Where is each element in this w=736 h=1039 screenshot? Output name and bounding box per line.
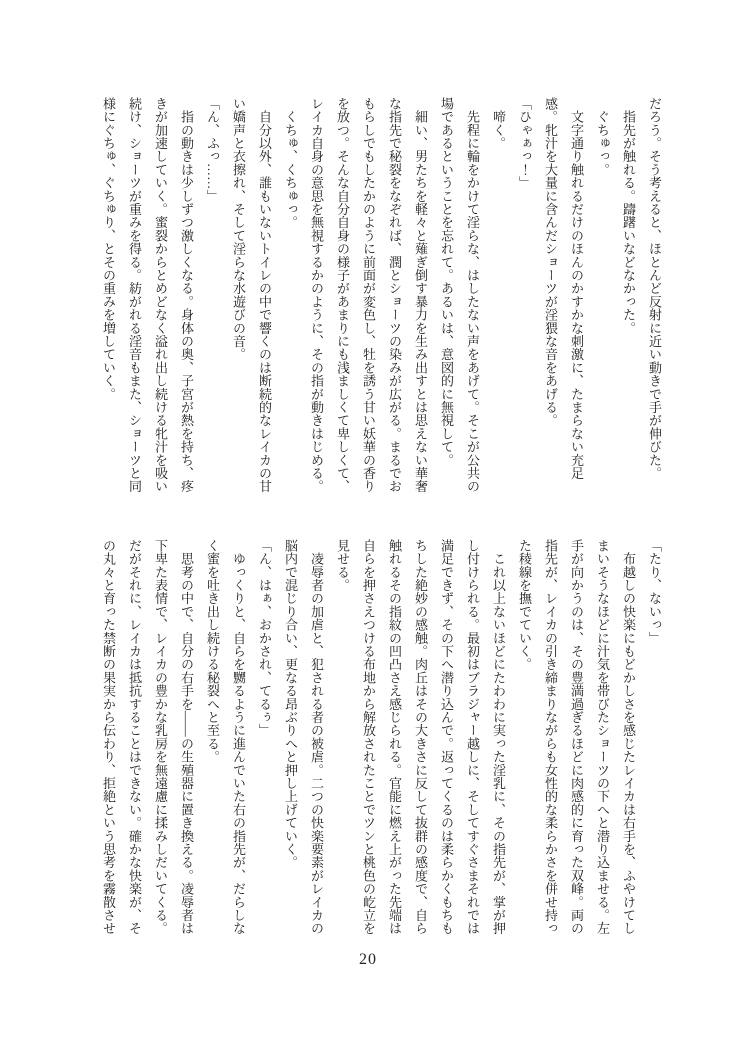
text-line: 自分以外、誰もいないトイレの中で響くのは断続的なレイカの甘 [257, 97, 272, 493]
text-line: きが加速していく。蜜裂からとめどなく溢れ出し続ける牝汁を吸い [153, 97, 168, 493]
text-line: 細い、男たちを軽々と薙ぎ倒す暴力を生み出すとは思えない華奢 [413, 97, 428, 493]
text-line: ゆっくりと、自らを嬲るように進んでいた右の指先が、だらしな [231, 539, 246, 935]
text-line: もらしでもしたかのように前面が変色し、牡を誘う甘い妖華の香り [361, 97, 376, 493]
text-line: 下卑た表情で、レイカの豊かな乳房を無遠慮に揉みしだいてくる。 [153, 539, 168, 935]
text-line: の丸々と育った禁断の果実から伝わり、拒絶という思考を霧散させ [101, 539, 116, 935]
text-line: 見せる。 [335, 539, 350, 592]
text-line: 手が向かうのは、その豊満過ぎるほどに肉感的に育った双峰。両の [569, 539, 584, 935]
text-line: 脳内で混じり合い、更なる昂ぶりへと押し上げていく。 [283, 539, 298, 869]
text-line: 場であるということを忘れて。あるいは、意図的に無視して。 [439, 97, 454, 467]
page-number: 20 [359, 951, 377, 968]
text-line: し付けられる。最初はブラジャー越しに、そしてすぐさまそれでは [465, 539, 480, 935]
text-line: ぐちゅっ。 [595, 97, 610, 177]
text-line: 布越しの快楽にもどかしさを感じたレイカは右手を、ふやけてし [621, 539, 636, 935]
text-line: レイカ自身の意思を無視するかのように、その指が動きはじめる。 [309, 97, 324, 493]
text-line: た稜線を撫でていく。 [517, 539, 532, 671]
text-line: 様にぐちゅ、ぐちゅり、とその重みを増していく。 [101, 97, 116, 401]
text-block-bottom [95, 539, 667, 937]
text-line: く蜜を吐き出し続ける秘裂へと至る。 [205, 539, 220, 764]
text-line: 文字通り触れるだけのほんのかすかな刺激に、たまらない充足 [569, 97, 584, 480]
text-line: 感。牝汁を大量に含んだショーツが淫猥な音をあげる。 [543, 97, 558, 427]
text-line: を放つ。そんな自分自身の様子があまりにも浅ましくて卑しくて、 [335, 97, 350, 493]
text-line: 「ん、はぁ、おかされ、てるぅ」 [257, 539, 272, 737]
text-line: 凌辱者の加虐と、犯される者の被虐。二つの快楽要素がレイカの [309, 539, 324, 935]
text-line: 満足できず、その下へ潜り込んで。返ってくるのは柔らかくもちも [439, 539, 454, 935]
text-line: まいそうなほどに汁気を帯びたショーツの下へと潜り込ませる。左 [595, 539, 610, 935]
text-line: い嬌声と衣擦れ、そして淫らな水遊びの音。 [231, 97, 246, 361]
text-line: だがそれに、レイカは抵抗することはできない。確かな快楽が、そ [127, 539, 142, 935]
text-line: 啼く。 [491, 97, 506, 150]
text-line: これ以上ないほどにたわわに実った淫乳に、その指先が、掌が押 [491, 539, 506, 935]
text-line: な指先で秘裂をなぞれば、潤とショーツの染みが広がる。まるでお [387, 97, 402, 493]
text-line: 「ひゃぁっ！」 [517, 97, 532, 190]
text-line: 先程に輪をかけて淫らな、はしたない声をあげて。そこが公共の [465, 97, 480, 493]
text-line: 指先が触れる。躊躇いなどなかった。 [621, 97, 636, 335]
text-line: ちした絶妙の感触。肉丘はその大きさに反して抜群の感度で、自ら [413, 539, 428, 935]
text-line: 自らを押さえつける布地から解放されたことでツンと桃色の屹立を [361, 539, 376, 935]
text-line: 「ん、ふっ……」 [205, 97, 220, 203]
text-line: だろう。そう考えると、ほとんど反射に近い動きで手が伸びた。 [647, 97, 662, 480]
text-line: 触れるその指紋の凹凸さえ感じられる。官能に燃え上がった先端は [387, 539, 402, 935]
text-line: 指先が、レイカの引き締まりながらも女性的な柔らかさを併せ持っ [543, 539, 558, 935]
text-block-top [95, 97, 667, 495]
text-line: 指の動きは少しずつ激しくなる。身体の奥、子宮が熱を持ち、疼 [179, 97, 194, 493]
text-line: 思考の中で、自分の右手を――の生殖器に置き換える。凌辱者は [179, 539, 194, 935]
text-line: 続け、ショーツが重みを得る。紡がれる淫音もまた、ショーツと同 [127, 97, 142, 493]
text-line: くちゅ、くちゅっ。 [283, 97, 298, 229]
text-line: 「たり、ないっ」 [647, 539, 662, 645]
